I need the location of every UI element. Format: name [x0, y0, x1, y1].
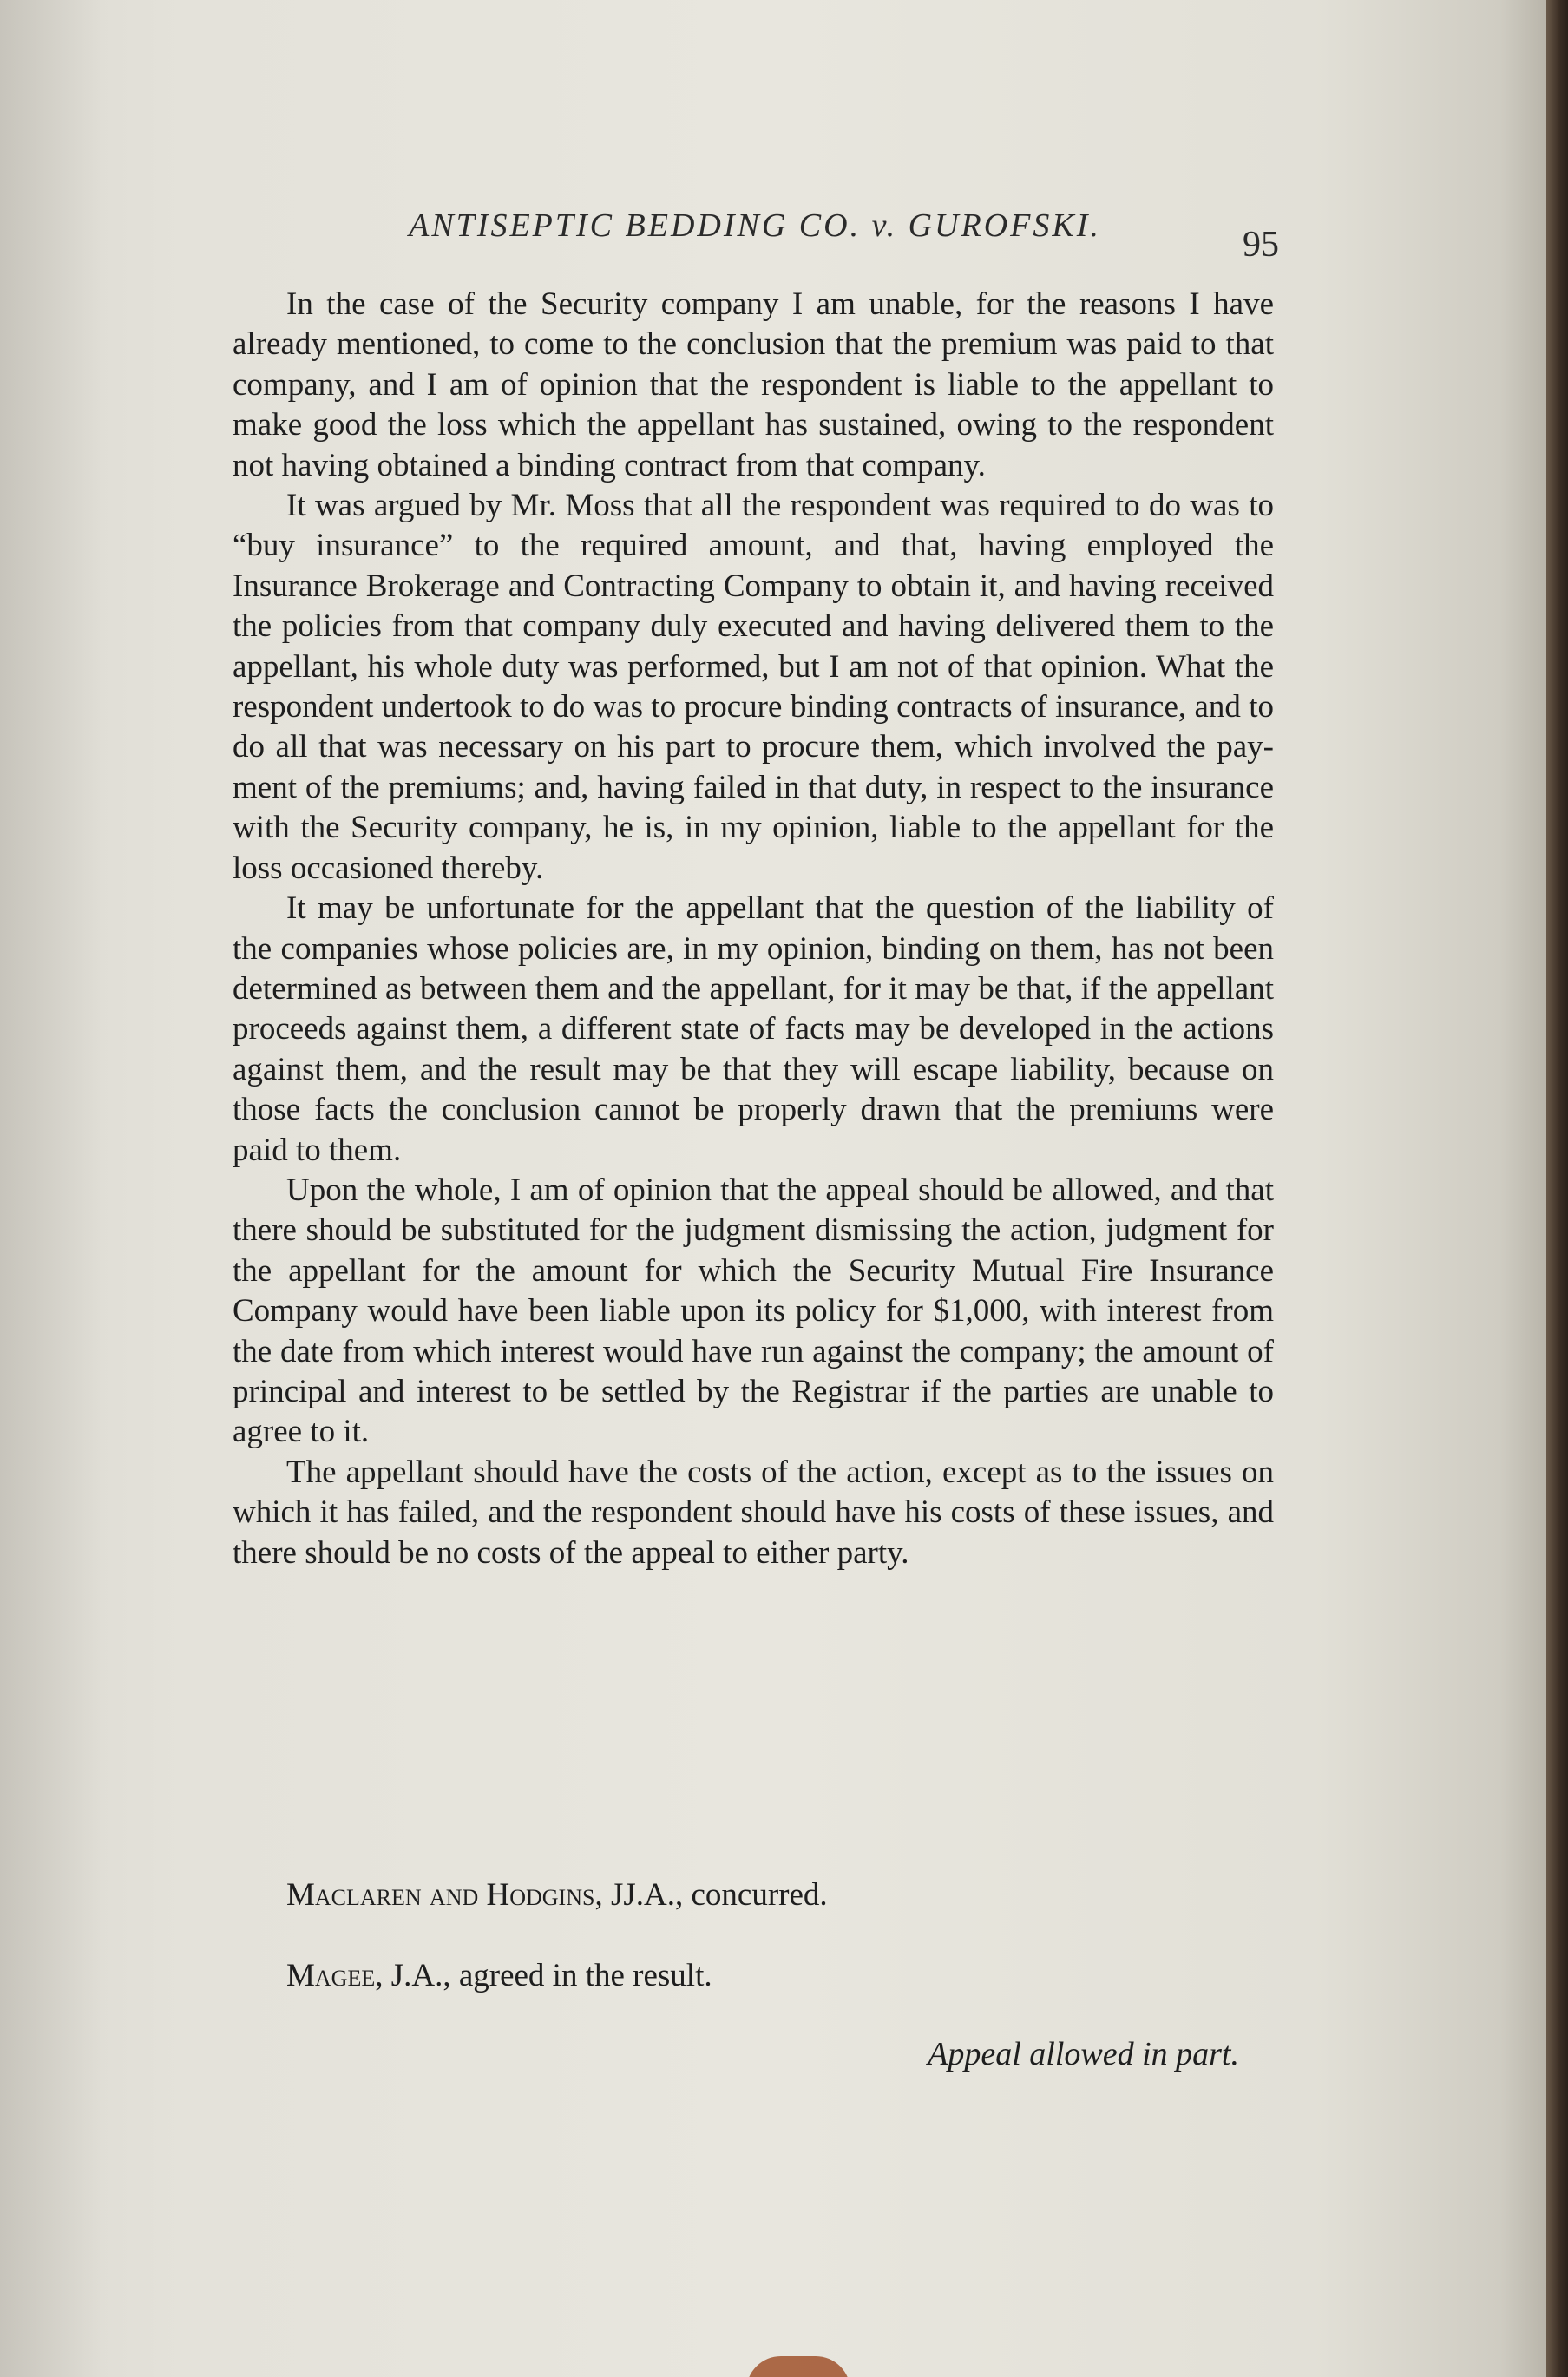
concurrence-text: , concurred.: [674, 1877, 828, 1913]
judge-names: Magee, J.A.: [286, 1958, 443, 1993]
page-number: 95: [1243, 225, 1279, 265]
paragraph: It may be unfortunate for the appellant that the question of the liability of the companies whose policies are, in my opinion, binding on them, has not been determined as between them and the appellant, for it may be that, if the appellant proceeds against them, a different state of facts may be developed in the actions against them, and the result may be that they will escape liability, because on those facts the conclusion cannot be properly drawn that the premiums were paid to them.: [233, 890, 1274, 1168]
running-head: ANTISEPTIC BEDDING CO. v. GUROFSKI.: [409, 207, 1101, 244]
concurrence-line: [286, 1957, 1241, 1994]
judge-names: Maclaren and Hodgins, JJ.A.: [286, 1877, 675, 1913]
paragraph: It was argued by Mr. Moss that all the respondent was required to do was to “buy insurance” to the required amount, and that, having employed the Insurance Brokerage and Contracting Company to obtain it, and having received the policies from that company duly executed and having delivered them to the appellant, his whole duty was performed, but I am not of that opinion. What the respondent undertook to do was to procure binding contracts of insurance, and to do all that was necessary on his part to procure them, which involved the payment of the premiums; and, having failed in that duty, in respect to the insurance with the Security company, he is, in my opinion, liable to the appellant for the loss occasioned thereby.: [233, 488, 1274, 886]
paragraph: The appellant should have the costs of the action, except as to the issues on which it has failed, and the respondent should have his costs of these issues, and there should be no costs of the appeal to either party.: [233, 1454, 1274, 1571]
concurrence-text: , agreed in the result.: [443, 1958, 712, 1993]
concurrence-line: [286, 1876, 1241, 1914]
gutter-shadow: [0, 0, 104, 2377]
disposition: Appeal allowed in part.: [928, 2036, 1239, 2072]
paragraph: Upon the whole, I am of opinion that the appeal should be allowed, and that there should be substituted for the judgment dismissing the action, judgment for the appellant for the amount for which the Security Mutual Fire Insurance Company would have been liable upon its policy for $1,000, with interest from the date from which interest would have run against the company; the amount of principal and interest to be settled by the Registrar if the parties are unable to agree to it.: [233, 1172, 1274, 1450]
finger-smudge: [746, 2356, 850, 2377]
paragraph: In the case of the Security company I am unable, for the reasons I have already mentioned, to come to the conclusion that the premium was paid to that company, and I am of opinion that the respondent is liable to the appellant to make good the loss which the appellant has sustained, owing to the respondent not having obtained a binding contract from that company.: [233, 286, 1274, 483]
judgment-text: [233, 285, 1274, 1573]
page-edge: [1546, 0, 1568, 2377]
